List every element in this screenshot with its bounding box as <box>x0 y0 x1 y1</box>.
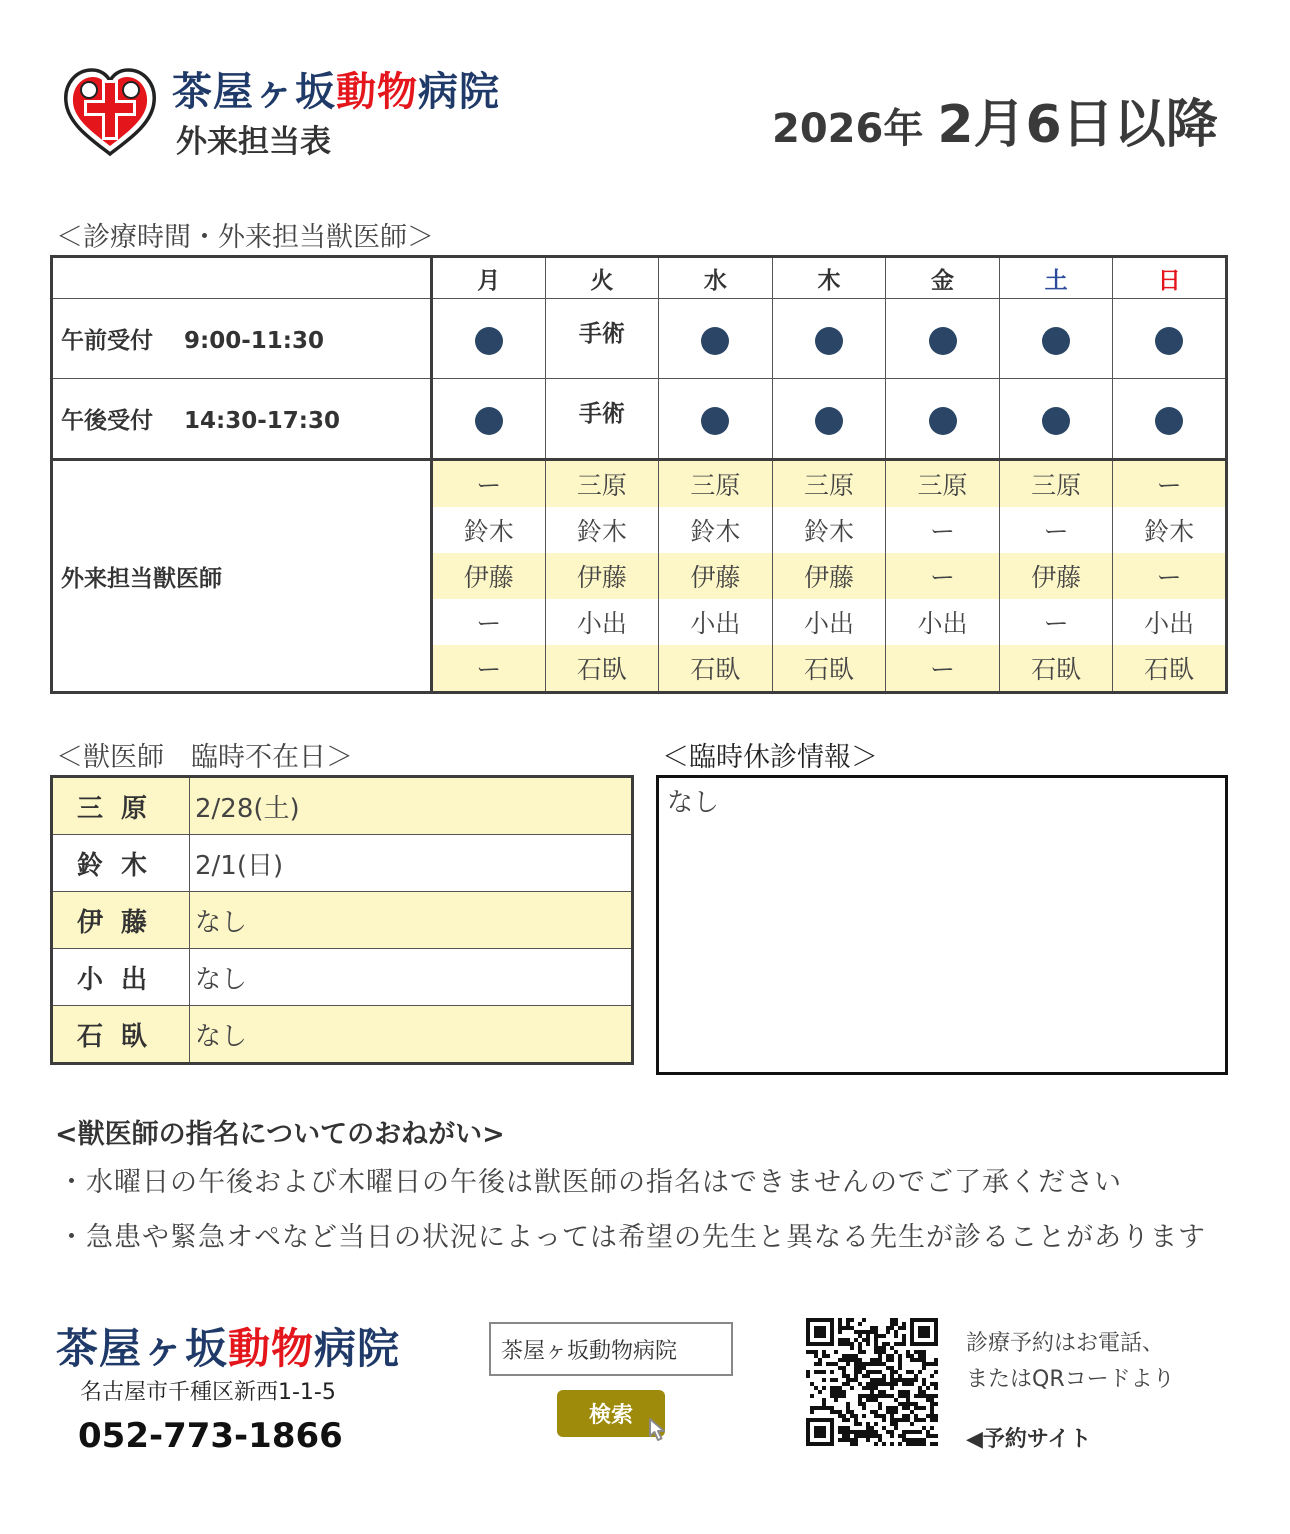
qr-caption-line1: 診療予約はお電話、 <box>966 1331 1165 1356</box>
absence-date: 2/1(日) <box>190 835 633 892</box>
notes-title: <獣医師の指名についてのおねがい> <box>55 1119 505 1150</box>
hospital-name <box>172 60 500 117</box>
note-item: ・水曜日の午後および木曜日の午後は獣医師の指名はできませんのでご了承ください <box>58 1167 1122 1198</box>
slot-cell <box>545 299 659 379</box>
open-dot-icon <box>1155 327 1183 355</box>
open-dot-icon <box>475 327 503 355</box>
schedule-section-title: ＜診療時間・外来担当獣医師＞ <box>56 222 434 253</box>
open-dot-icon <box>929 407 957 435</box>
open-dot-icon <box>815 407 843 435</box>
vet-name: 伊藤 <box>52 892 190 949</box>
absence-date: なし <box>190 1006 633 1064</box>
slot-cell <box>999 299 1113 379</box>
cursor-arrow-icon <box>646 1416 672 1444</box>
morning-slot-row <box>52 299 1227 379</box>
open-dot-icon <box>701 407 729 435</box>
doctor-cell: 石臥 <box>545 645 659 693</box>
doctor-cell: 小出 <box>772 599 886 645</box>
day-header: 月 <box>432 257 546 299</box>
absence-row <box>52 892 633 949</box>
open-dot-icon <box>1042 407 1070 435</box>
vet-name: 小出 <box>52 949 190 1006</box>
absence-row <box>52 835 633 892</box>
effective-year: 2026年 <box>772 106 924 152</box>
doctor-cell: 三原 <box>772 460 886 508</box>
slot-label: 午前受付 9:00-11:30 <box>52 299 432 379</box>
slot-cell <box>772 379 886 460</box>
doctor-cell: 石臥 <box>999 645 1113 693</box>
slot-cell <box>886 299 1000 379</box>
day-header: 金 <box>886 257 1000 299</box>
booking-site-link[interactable]: ◀予約サイト <box>966 1427 1092 1452</box>
vet-name: 三原 <box>52 777 190 835</box>
open-dot-icon <box>815 327 843 355</box>
doctor-cell: 鈴木 <box>772 507 886 553</box>
doctor-cell: 鈴木 <box>432 507 546 553</box>
closure-info-box <box>656 775 1228 1075</box>
day-header-sunday: 日 <box>1113 257 1227 299</box>
doctor-cell: 伊藤 <box>545 553 659 599</box>
hospital-logo-icon <box>62 64 158 158</box>
doctor-cell: ー <box>1113 460 1227 508</box>
footer-name-part3: 病院 <box>314 1324 401 1373</box>
doctor-cell: ー <box>886 645 1000 693</box>
absence-date: なし <box>190 949 633 1006</box>
slot-label: 午後受付 14:30-17:30 <box>52 379 432 460</box>
schedule-header-row <box>52 257 1227 299</box>
slot-cell <box>1113 299 1227 379</box>
footer-hospital-name <box>56 1316 400 1376</box>
doctor-cell: 伊藤 <box>659 553 773 599</box>
footer-address: 名古屋市千種区新西1-1-5 <box>80 1380 336 1405</box>
afternoon-slot-row <box>52 379 1227 460</box>
doctor-cell: 鈴木 <box>545 507 659 553</box>
slot-cell <box>659 299 773 379</box>
open-dot-icon <box>475 407 503 435</box>
doctor-cell: 三原 <box>545 460 659 508</box>
qr-caption-line2: またはQRコードより <box>966 1367 1175 1392</box>
absence-table <box>50 775 634 1065</box>
hospital-name-part2: 動物 <box>336 69 418 115</box>
doctor-cell: 小出 <box>1113 599 1227 645</box>
search-button[interactable]: 検索 <box>557 1390 665 1437</box>
doctor-cell: 三原 <box>886 460 1000 508</box>
absence-section-title: ＜獣医師 臨時不在日＞ <box>56 742 353 773</box>
doctor-cell: ー <box>886 507 1000 553</box>
hospital-name-part1: 茶屋ヶ坂 <box>172 69 336 115</box>
doctor-cell: 石臥 <box>659 645 773 693</box>
doctor-cell: 伊藤 <box>432 553 546 599</box>
doctor-cell: ー <box>999 599 1113 645</box>
slot-cell <box>659 379 773 460</box>
day-header: 木 <box>772 257 886 299</box>
slot-cell <box>545 379 659 460</box>
doctor-cell: ー <box>432 645 546 693</box>
absence-row <box>52 949 633 1006</box>
open-dot-icon <box>1155 407 1183 435</box>
page-subtitle: 外来担当表 <box>176 124 331 160</box>
open-dot-icon <box>701 327 729 355</box>
doctor-cell: 小出 <box>545 599 659 645</box>
slot-cell <box>1113 379 1227 460</box>
absence-date: 2/28(土) <box>190 777 633 835</box>
slot-cell <box>886 379 1000 460</box>
absence-row <box>52 1006 633 1064</box>
slot-cell <box>999 379 1113 460</box>
vet-name: 鈴木 <box>52 835 190 892</box>
effective-date <box>772 82 1218 157</box>
slot-cell <box>432 299 546 379</box>
note-item: ・急患や緊急オペなど当日の状況によっては希望の先生と異なる先生が診ることがあります <box>58 1222 1206 1253</box>
closure-section-title: ＜臨時休診情報＞ <box>662 742 878 773</box>
footer-name-part2: 動物 <box>228 1324 315 1373</box>
doctor-cell: 三原 <box>999 460 1113 508</box>
doctor-cell: 三原 <box>659 460 773 508</box>
doctor-cell: 伊藤 <box>999 553 1113 599</box>
doctor-cell: 小出 <box>886 599 1000 645</box>
doctor-row <box>52 460 1227 508</box>
doctor-cell: ー <box>432 460 546 508</box>
closure-info-text: なし <box>667 788 720 818</box>
vet-name: 石臥 <box>52 1006 190 1064</box>
open-dot-icon <box>929 327 957 355</box>
qr-code-icon[interactable] <box>806 1318 938 1446</box>
schedule-table <box>50 255 1228 694</box>
slot-note: 手術 <box>578 401 625 427</box>
schedule-corner-cell <box>52 257 432 299</box>
doctor-cell: 鈴木 <box>1113 507 1227 553</box>
doctor-cell: ー <box>886 553 1000 599</box>
hospital-name-part3: 病院 <box>418 69 500 115</box>
absence-row <box>52 777 633 835</box>
effective-day: 2月6日以降 <box>937 95 1218 155</box>
doctor-cell: ー <box>999 507 1113 553</box>
day-header: 火 <box>545 257 659 299</box>
footer-name-part1: 茶屋ヶ坂 <box>56 1324 229 1373</box>
day-header: 水 <box>659 257 773 299</box>
doctors-label: 外来担当獣医師 <box>52 460 432 693</box>
footer-phone[interactable]: 052-773-1866 <box>78 1416 343 1456</box>
open-dot-icon <box>1042 327 1070 355</box>
doctor-cell: ー <box>1113 553 1227 599</box>
slot-note: 手術 <box>578 321 625 347</box>
slot-cell <box>432 379 546 460</box>
doctor-cell: 小出 <box>659 599 773 645</box>
doctor-cell: 伊藤 <box>772 553 886 599</box>
doctor-cell: 石臥 <box>772 645 886 693</box>
search-input[interactable] <box>489 1322 733 1376</box>
slot-cell <box>772 299 886 379</box>
day-header-saturday: 土 <box>999 257 1113 299</box>
doctor-cell: ー <box>432 599 546 645</box>
doctor-cell: 石臥 <box>1113 645 1227 693</box>
doctor-cell: 鈴木 <box>659 507 773 553</box>
absence-date: なし <box>190 892 633 949</box>
